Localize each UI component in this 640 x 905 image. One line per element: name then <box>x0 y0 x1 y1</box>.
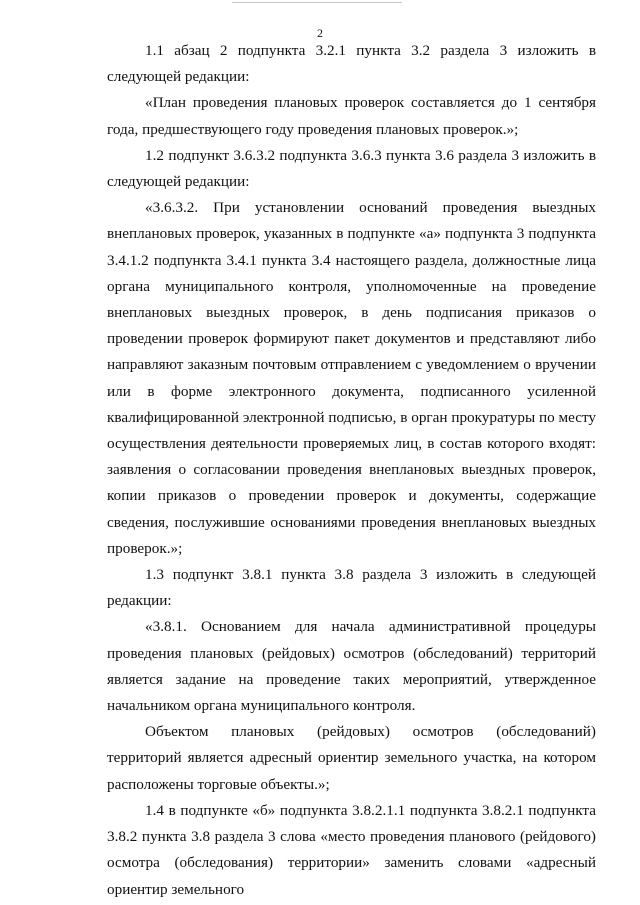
paragraph-1-4: 1.4 в подпункте «б» подпункта 3.8.2.1.1 подпункта 3.8.2.1 подпункта 3.8.2 пункта 3.8 раздела 3 слова «место проведения планового (рейдового) осмотра (обследования) территории» заменить словами «адресный ориентир земельного <box>107 801 596 898</box>
paragraph-object-of-inspection: Объектом плановых (рейдовых) осмотров (обследований) территорий является адресный ориентир земельного участка, на котором расположены торговые объекты.»; <box>107 723 596 793</box>
paragraph-quote-3-6-3-2: «3.6.3.2. При установлении оснований проведения выездных внеплановых проверок, указанных в подпункте «а» подпункта 3 подпункта 3.4.1.2 подпункта 3.4.1 пункта 3.4 настоящего раздела, должностные лица органа муниципального контроля, уполномоченные на проведение внеплановых выездных проверок, в день подписания приказов о проведении проверок формируют пакет документов и представляют либо направляют заказным почтовым отправлением с уведомлением о вручении или в форме электронного документа, подписанного усиленной квалифицированной электронной подписью, в орган прокуратуры по месту осуществления деятельности проверяемых лиц, в состав которого входят: заявления о согласовании проведения внеплановых выездных проверок, копии приказов о проведении проверок и документы, содержащие сведения, послужившие основаниями проведения внеплановых выездных проверок.»; <box>107 199 596 557</box>
top-edge-line <box>232 2 402 3</box>
paragraph-1-2: 1.2 подпункт 3.6.3.2 подпункта 3.6.3 пункта 3.6 раздела 3 изложить в следующей редакции: <box>107 146 596 191</box>
paragraph-quote-plan: «План проведения плановых проверок составляется до 1 сентября года, предшествующего году проведения плановых проверок.»; <box>107 94 596 138</box>
page-number: 2 <box>317 26 323 40</box>
paragraph-quote-3-8-1: «3.8.1. Основанием для начала административной процедуры проведения плановых (рейдовых) осмотров (обследований) территорий является задание на проведение таких мероприятий, утвержденное начальником органа муниципального контроля. <box>107 618 596 715</box>
document-body <box>107 38 596 903</box>
paragraph-1-1: 1.1 абзац 2 подпункта 3.2.1 пункта 3.2 раздела 3 изложить в следующей редакции: <box>107 42 596 86</box>
paragraph-1-3: 1.3 подпункт 3.8.1 пункта 3.8 раздела 3 изложить в следующей редакции: <box>107 566 596 610</box>
